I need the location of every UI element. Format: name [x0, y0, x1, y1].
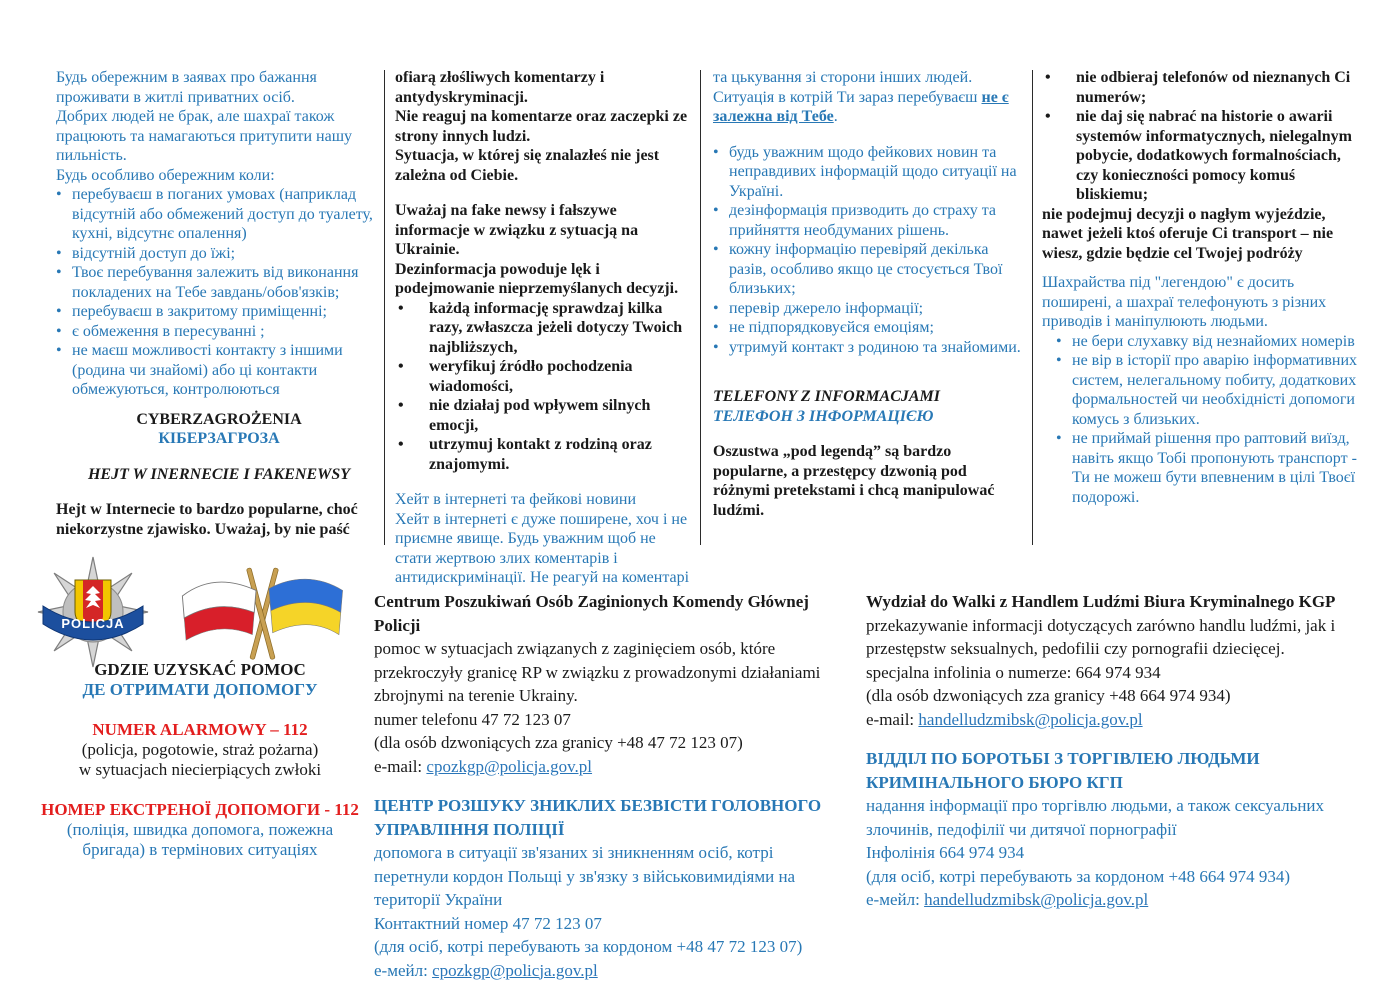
help-title-ua: ДЕ ОТРИМАТИ ДОПОМОГУ — [82, 680, 318, 699]
bullet-marker: • — [56, 303, 62, 320]
paragraph: (для осіб, котрі перебувають за кордоном +48 47 72 123 07) — [374, 937, 803, 956]
paragraph: pomoc w sytuacjach związanych z zaginięciem osób, które przekroczyły granicę RP w związku z prowadzonymi działaniami zbrojnymi na terenie Ukrainy. — [374, 639, 821, 705]
paragraph: Hejt w Internecie to bardzo popularne, choć niekorzystne zjawisko. Uważaj, by nie paść — [56, 501, 358, 538]
bullet-marker: • — [56, 322, 62, 340]
org-title-ua: ВІДДІЛ ПО БОРОТЬБІ З ТОРГІВЛЕЮ ЛЮДЬМИ КРИМІНАЛЬНОГО БЮРО КГП — [866, 749, 1260, 792]
paragraph: przekazywanie informacji dotyczących zarówno handlu ludźmi, jak i przestępstw seksualnych, pedofilii czy pornografii dziecięcej. — [866, 615, 1336, 658]
org-title-pl: Wydział do Walki z Handlem Ludźmi Biura Kryminalnego KGP — [866, 592, 1336, 611]
spacer — [56, 449, 382, 465]
bullet-item — [713, 338, 1023, 358]
paragraph: (поліція, швидка допомога, пожежна бригада) в термінових ситуаціях — [66, 820, 334, 859]
bullet-item — [395, 299, 695, 358]
paragraph — [713, 88, 1023, 127]
bullet-text: є обмеження в пересуванні ; — [72, 322, 265, 340]
paragraph: Будь особливо обережним коли: — [56, 166, 275, 184]
bullet-marker: • — [1045, 108, 1051, 125]
section-title-ua: КІБЕРЗАГРОЗА — [158, 430, 280, 447]
paragraph: Шахрайства під "легендою" є досить поширені, а шахраї телефонують з різних приводів і маніпулюють людьми. — [1042, 274, 1327, 330]
section-title-pl: TELEFONY Z INFORMACJAMI — [713, 388, 940, 405]
column-3 — [713, 68, 1023, 520]
text-run: e-mail: — [866, 709, 919, 729]
spacer — [1042, 263, 1362, 273]
bullet-marker: • — [56, 342, 62, 359]
police-badge-logo — [33, 554, 153, 669]
bullet-text: nie daj się nabrać na historie o awarii systemów informatycznych, nielegalnym pobycie, dodatkowych formalnościach, czy konieczności pomocy komuś bliskiemu; — [1076, 108, 1352, 203]
emergency-number-ua: НОМЕР ЕКСТРЕНОЇ ДОПОМОГИ - 112 — [41, 800, 359, 819]
bullet-text: перевір джерело інформації; — [729, 299, 924, 317]
bullet-marker: • — [713, 202, 719, 219]
bullet-text: Твоє перебування залежить від виконання покладених на Тебе завдань/обов'язків; — [72, 264, 359, 301]
paragraph: Oszustwa „pod legendą” są bardzo popularne, a przestępcy dzwonią pod różnymi pretekstami i chcą manipulować ludźmi. — [713, 443, 995, 519]
bullet-item — [56, 244, 382, 264]
section-title-ua: ТЕЛЕФОН З ІНФОРМАЦІЄЮ — [713, 407, 934, 425]
bullet-text: перебуваєш в закритому приміщенні; — [72, 303, 327, 320]
paragraph — [374, 959, 851, 983]
bullet-text: відсутній доступ до їжі; — [72, 244, 236, 262]
bullet-item — [1042, 107, 1362, 205]
bullet-item — [1056, 429, 1362, 507]
help-title-pl: GDZIE UZYSKAĆ POMOC — [94, 660, 306, 679]
paragraph: допомога в ситуації зв'язаних зі зникненням осіб, котрі перетнули кордон Польщі у зв'язку з військовимидіями на території України — [374, 843, 796, 909]
section-title-pl: CYBERZAGROŻENIA — [136, 410, 302, 428]
paragraph: (policja, pogotowie, straż pożarna) — [81, 740, 319, 759]
bullet-marker: • — [398, 299, 404, 317]
spacer — [395, 474, 695, 490]
spacer — [395, 185, 695, 201]
spacer — [35, 780, 365, 800]
bullet-text: nie odbieraj telefonów od nieznanych Ci numerów; — [1076, 69, 1351, 106]
paragraph — [866, 708, 1356, 732]
bullet-text: не вір в історії про аварію інформативних систем, нелегальному побиту, додаткових формальностей чи необхідністі допомоги комусь з близьких. — [1072, 352, 1358, 428]
bullet-item — [713, 240, 1023, 299]
paragraph: Uważaj na fake newsy i fałszywe informacje w związku z sytuacją na Ukrainie. — [395, 202, 639, 258]
paragraph: Sytuacja, w której się znalazłeś nie jest zależna od Ciebie. — [395, 147, 660, 184]
email-link[interactable]: cpozkgp@policja.gov.pl — [432, 960, 598, 980]
paragraph: Інфолінія 664 974 934 — [866, 843, 1025, 862]
paragraph: Контактний номер 47 72 123 07 — [374, 913, 602, 933]
bullet-item — [395, 396, 695, 435]
paragraph: (для осіб, котрі перебувають за кордоном +48 664 974 934) — [866, 866, 1291, 886]
bullet-item — [1042, 68, 1362, 107]
paragraph: надання інформації про торгівлю людьми, а також сексуальних злочинів, педофілії чи дитячої порнографії — [866, 796, 1325, 839]
bullet-text: не маєш можливості контакту з іншими (родина чи знайомі) або ці контакти обмежуються, контролюються — [72, 342, 343, 398]
paragraph: Хейт в інтернеті та фейкові новини — [395, 491, 637, 508]
org-title-ua: ЦЕНТР РОЗШУКУ ЗНИКЛИХ БЕЗВІСТИ ГОЛОВНОГО УПРАВЛІННЯ ПОЛІЦІЇ — [374, 796, 822, 839]
bullet-item — [56, 263, 382, 302]
org-title-pl: Centrum Poszukiwań Osób Zaginionych Komendy Głównej Policji — [374, 592, 809, 635]
bullet-text: не приймай рішення про раптовий виїзд, навіть якщо Тобі пропонують транспорт - Ти не можеш бути впевненим в цілі Твоєї подорожі. — [1072, 430, 1357, 506]
bullet-marker: • — [1056, 430, 1062, 447]
bullet-text: weryfikuj źródło pochodzenia wiadomości, — [429, 358, 633, 395]
spacer — [713, 426, 1023, 442]
bullet-marker: • — [56, 244, 62, 262]
text-run: не є залежна від Тебе — [713, 88, 1009, 125]
bullet-text: перебуваєш в поганих умовах (наприклад відсутній або обмежений доступ до туалету, кухні, відсутнє опалення) — [72, 186, 373, 242]
bullet-item — [56, 302, 382, 322]
bullet-item — [713, 143, 1023, 202]
flags-logo — [175, 563, 350, 663]
paragraph: (dla osób dzwoniących zza granicy +48 664 974 934) — [866, 686, 1231, 705]
paragraph: та цькування зі сторони інших людей. — [713, 69, 973, 86]
column-divider — [1032, 70, 1033, 545]
help-middle-column — [374, 590, 851, 982]
bullet-marker: • — [56, 264, 62, 281]
subsection-title-pl: HEJT W INERNECIE I FAKENEWSY — [87, 465, 351, 483]
paragraph: ofiarą złośliwych komentarzy i antydyskryminacji. — [395, 69, 605, 106]
text-run: Ситуація в котрій Ти зараз перебуваєш — [713, 88, 982, 106]
spacer — [56, 400, 382, 410]
spacer — [35, 700, 365, 720]
text-run: . — [833, 108, 838, 125]
bullet-marker: • — [398, 436, 404, 453]
bullet-text: не підпорядковуєйся емоціям; — [729, 319, 934, 336]
email-link[interactable]: handelludzmibsk@policja.gov.pl — [918, 709, 1143, 729]
flag-ukraine — [269, 579, 343, 635]
paragraph: numer telefonu 47 72 123 07 — [374, 709, 571, 729]
column-4 — [1042, 68, 1362, 507]
bullet-marker: • — [713, 241, 719, 258]
bullet-marker: • — [713, 338, 719, 356]
bullet-marker: • — [398, 358, 404, 375]
paragraph: nie podejmuj decyzji o nagłym wyjeździe, nawet jeżeli ktoś oferuje Ci transport – nie wiesz, gdzie będzie cel Twojej podróży — [1042, 205, 1334, 262]
column-divider — [384, 70, 385, 545]
bullet-item — [713, 201, 1023, 240]
paragraph: (dla osób dzwoniących zza granicy +48 47 72 123 07) — [374, 733, 743, 752]
help-right-column — [866, 590, 1356, 912]
bullet-marker: • — [56, 186, 62, 203]
paragraph: Будь обережним в заявах про бажання проживати в житлі приватних осіб. — [56, 69, 317, 106]
bullet-item — [1056, 332, 1362, 352]
paragraph: w sytuacjach niecierpiących zwłoki — [78, 760, 322, 779]
spacer — [56, 484, 382, 500]
bullet-marker: • — [713, 299, 719, 317]
paragraph — [866, 888, 1356, 912]
bullet-marker: • — [398, 397, 404, 414]
paragraph: Хейт в інтернеті є дуже поширене, хоч і не приємне явище. Будь уважним щоб не стати жертвою злих коментарів і антидискримінації. Не реагуй на коментарі — [395, 510, 690, 586]
paragraph — [374, 755, 851, 779]
bullet-text: дезінформація призводить до страху та прийняття необдуманих рішень. — [729, 202, 997, 239]
paragraph: specjalna infolinia o numerze: 664 974 934 — [866, 662, 1161, 682]
text-run: e-mail: — [374, 756, 427, 776]
spacer — [374, 778, 851, 794]
bullet-text: будь уважним щодо фейкових новин та неправдивих інформацій щодо ситуації на Україні. — [729, 143, 1017, 200]
emergency-number-pl: NUMER ALARMOWY – 112 — [92, 720, 308, 739]
bullet-text: кожну інформацію перевіряй декілька разів, особливо якщо це стосується Твої близьких; — [729, 241, 1003, 297]
bullet-item — [56, 185, 382, 244]
bullet-marker: • — [1056, 352, 1062, 369]
bullet-item — [713, 318, 1023, 338]
bullet-item — [56, 322, 382, 342]
paragraph: Добрих людей не брак, але шахраї також працюють та намагаються притупити нашу пильність. — [56, 108, 353, 164]
bullet-item — [395, 435, 695, 474]
bullet-text: utrzymuj kontakt z rodziną oraz znajomymi. — [429, 436, 652, 473]
bullet-marker: • — [713, 143, 719, 161]
column-1 — [56, 68, 382, 539]
bullet-item — [395, 357, 695, 396]
bullet-text: не бери слухавку від незнайомих номерів — [1072, 332, 1355, 350]
bullet-marker: • — [713, 319, 719, 336]
help-left-column — [35, 660, 365, 860]
bullet-item — [713, 299, 1023, 319]
text-run: е-мейл: — [374, 960, 433, 980]
email-link[interactable]: cpozkgp@policja.gov.pl — [426, 756, 593, 776]
spacer — [866, 731, 1356, 747]
bullet-text: nie działaj pod wpływem silnych emocji, — [429, 397, 651, 434]
bullet-marker: • — [1045, 69, 1051, 86]
column-2 — [395, 68, 695, 588]
email-link[interactable]: handelludzmibsk@policja.gov.pl — [924, 890, 1149, 909]
text-run: е-мейл: — [866, 890, 925, 909]
bullet-item — [1056, 351, 1362, 429]
badge-text: POLICJA — [61, 616, 125, 631]
bullet-text: każdą informację sprawdzaj kilka razy, zwłaszcza jeżeli dotyczy Twoich najbliższych, — [429, 299, 683, 356]
bullet-text: утримуй контакт з родиною та знайомими. — [729, 338, 1021, 356]
flag-poland — [182, 582, 256, 640]
paragraph: Dezinformacja powoduje lęk i podejmowanie nieprzemyślanych decyzji. — [395, 260, 679, 297]
spacer — [713, 127, 1023, 143]
column-divider — [700, 70, 701, 545]
bullet-item — [56, 341, 382, 400]
spacer — [713, 357, 1023, 387]
bullet-marker: • — [1056, 332, 1062, 350]
paragraph: Nie reaguj na komentarze oraz zaczepki ze strony innych ludzi. — [395, 108, 688, 145]
